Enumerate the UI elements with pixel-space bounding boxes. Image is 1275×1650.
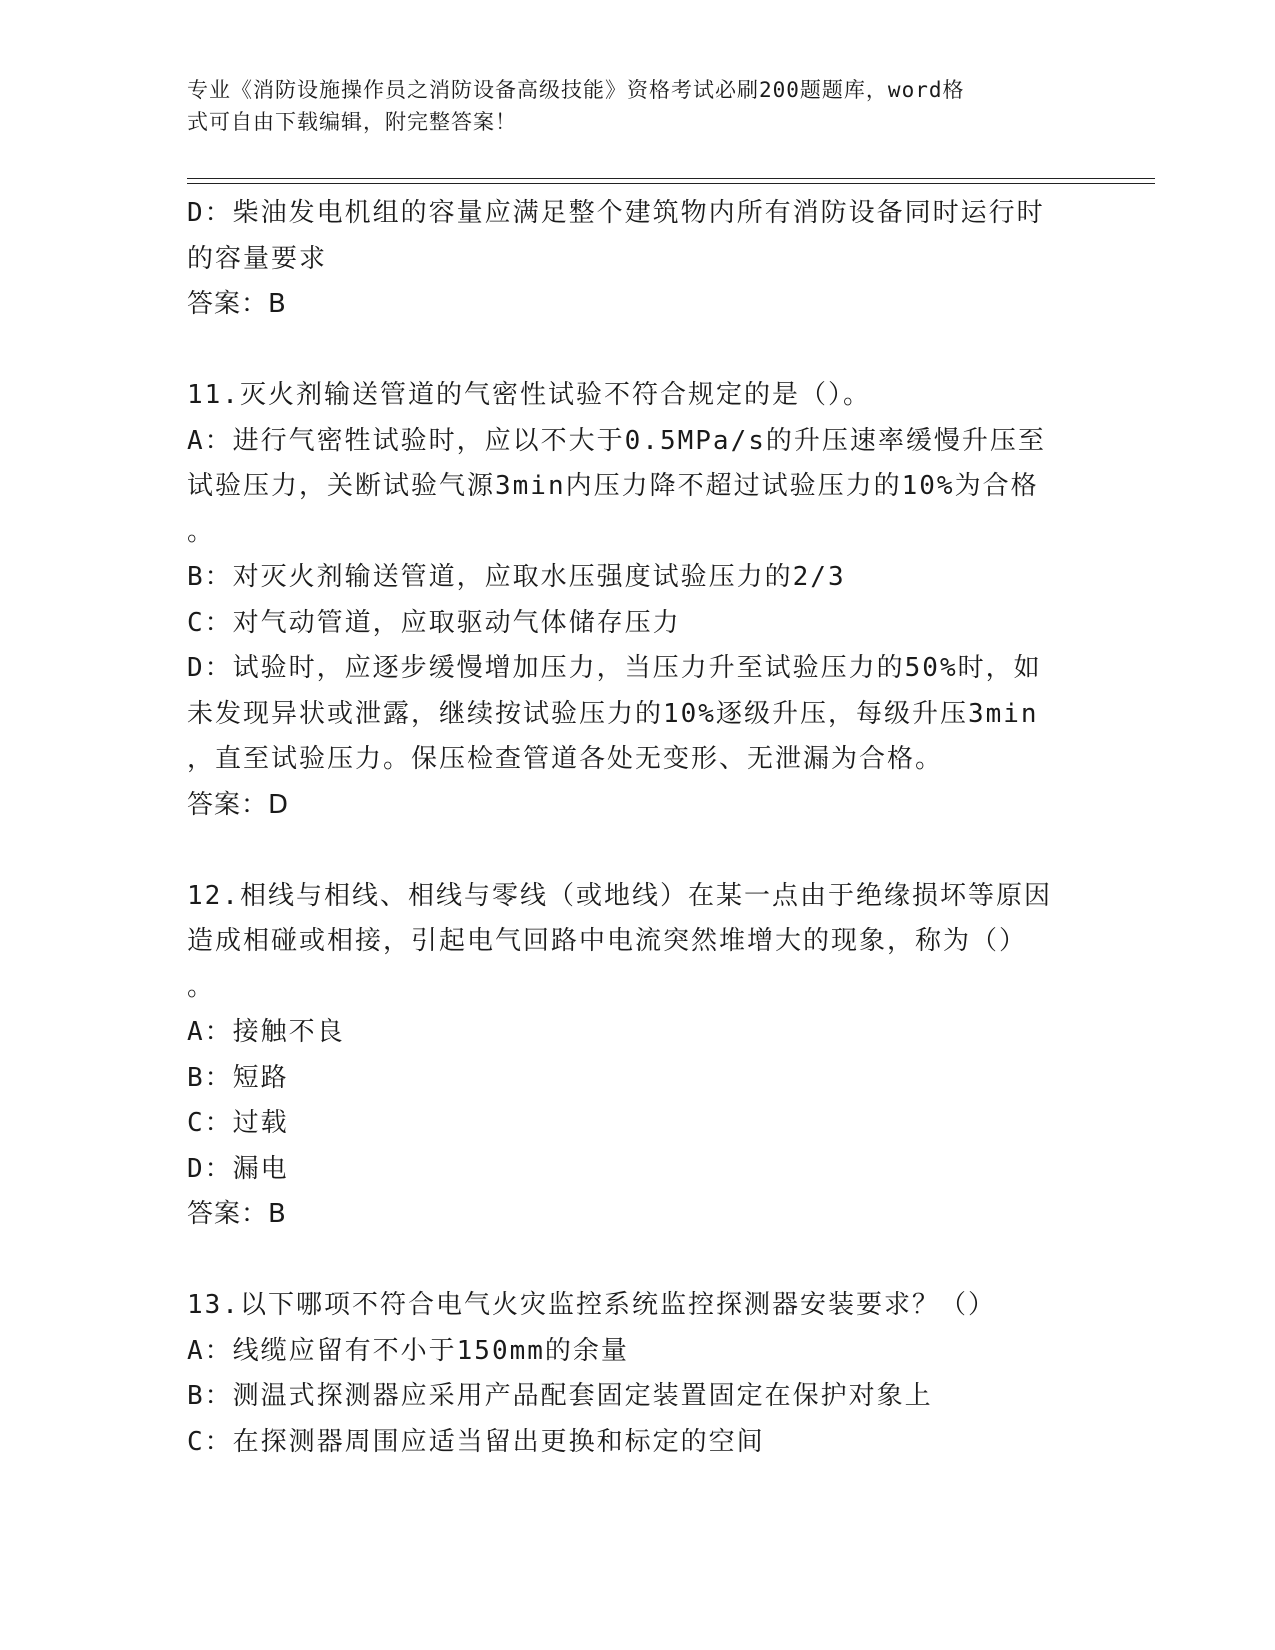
option-d-text-cont: 未发现异状或泄露，继续按试验压力的10%逐级升压，每级升压3min	[187, 698, 1039, 729]
option-d-text-cont: 的容量要求	[187, 243, 328, 274]
option-a-text: A：进行气密牲试验时，应以不大于0.5MPa/s的升压速率缓慢升压至	[187, 425, 1046, 456]
spacer	[187, 1238, 1087, 1284]
spacer	[187, 828, 1087, 874]
option-c-text: C：过载	[187, 1108, 289, 1138]
answer-label: 答案：B	[187, 289, 287, 319]
question-stem-end: 。	[187, 971, 216, 1002]
option-c-text: C：在探测器周围应适当留出更换和标定的空间	[187, 1426, 765, 1457]
question-11	[187, 373, 1087, 828]
previous-question-tail	[187, 191, 1087, 328]
option-d-text: D：柴油发电机组的容量应满足整个建筑物内所有消防设备同时运行时	[187, 198, 1045, 228]
question-stem: 13.以下哪项不符合电气火灾监控系统监控探测器安装要求？（）	[187, 1290, 996, 1320]
option-d-text: D：漏电	[187, 1153, 289, 1184]
header-line-2: 式可自由下载编辑，附完整答案！	[187, 110, 517, 134]
option-a-text-end: 。	[187, 516, 216, 547]
document-header	[187, 74, 1077, 138]
question-13	[187, 1283, 1087, 1465]
header-line-1: 专业《消防设施操作员之消防设备高级技能》资格考试必刷200题题库，word格	[187, 78, 965, 102]
question-12	[187, 874, 1087, 1238]
option-d-text: D：试验时，应逐步缓慢增加压力，当压力升至试验压力的50%时，如	[187, 653, 1042, 683]
option-c-text: C：对气动管道，应取驱动气体储存压力	[187, 607, 681, 638]
question-stem-cont: 造成相碰或相接，引起电气回路中电流突然堆增大的现象，称为（）	[187, 926, 1028, 956]
question-stem: 12.相线与相线、相线与零线（或地线）在某一点由于绝缘损坏等原因	[187, 880, 1052, 911]
question-stem: 11.灭火剂输送管道的气密性试验不符合规定的是（）。	[187, 380, 871, 410]
option-d-text-end: ，直至试验压力。保压检查管道各处无变形、无泄漏为合格。	[187, 744, 944, 774]
option-b-text: B：对灭火剂输送管道，应取水压强度试验压力的2/3	[187, 562, 846, 592]
question-list	[187, 191, 1087, 1465]
option-a-text: A：接触不良	[187, 1017, 345, 1047]
header-divider-bottom	[187, 183, 1155, 184]
option-b-text: B：测温式探测器应采用产品配套固定装置固定在保护对象上	[187, 1381, 933, 1411]
spacer	[187, 328, 1087, 374]
option-b-text: B：短路	[187, 1062, 289, 1093]
answer-label: 答案：D	[187, 789, 290, 820]
option-a-text-cont: 试验压力，关断试验气源3min内压力降不超过试验压力的10%为合格	[187, 471, 1039, 501]
option-a-text: A：线缆应留有不小于150mm的余量	[187, 1335, 629, 1366]
answer-label: 答案：B	[187, 1199, 287, 1229]
header-divider-top	[187, 178, 1155, 179]
